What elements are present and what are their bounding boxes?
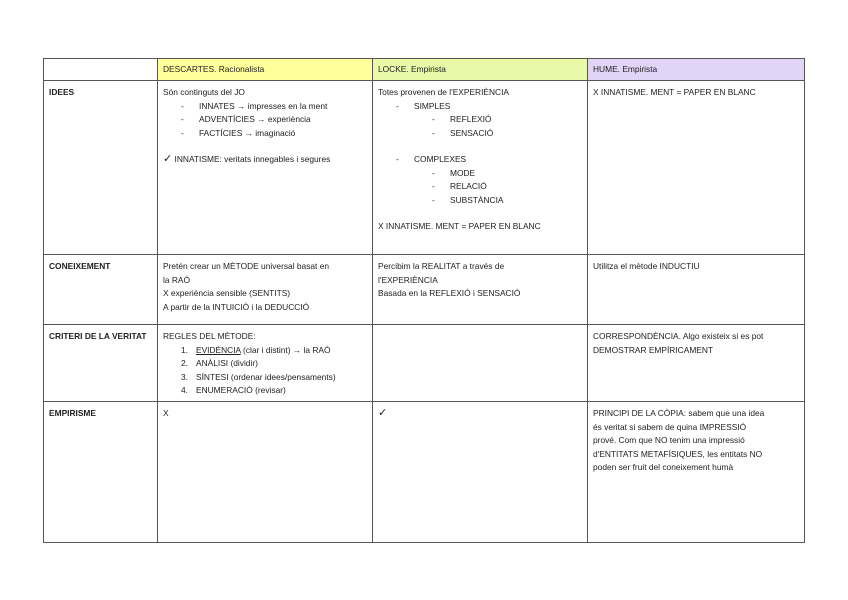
row-label-criteri: CRITERI DE LA VERITAT	[44, 325, 158, 402]
text-line: Pretén crear un MÈTODE universal basat en	[163, 261, 330, 272]
text-line: A partir de la INTUICIÓ i la DEDUCCIÓ	[163, 301, 310, 312]
list-item: - REFLEXIÓ	[432, 114, 492, 125]
list-item: - INNATES → impresses en la ment	[181, 100, 328, 111]
list-item: - ADVENTÍCIES → experiència	[181, 114, 311, 125]
list-item: - COMPLEXES	[396, 154, 467, 165]
list-item: - SIMPLES	[396, 100, 451, 111]
text-line: prové. Com que NO tenim una impressió	[593, 435, 745, 446]
text-line: és veritat si sabem de quina IMPRESSIÓ	[593, 421, 747, 432]
list-item: 2. ANÀLISI (dividir)	[181, 358, 258, 369]
text-line: Basada en la REFLEXIÓ i SENSACIÓ	[378, 288, 521, 299]
text-line: d'ENTITATS METAFÍSIQUES, les entitats NO	[593, 448, 763, 459]
cell-coneixement-locke	[373, 255, 588, 325]
list-item: 4. ENUMERACIÓ (revisar)	[181, 385, 286, 396]
cell-empirisme-descartes	[158, 402, 373, 543]
row-idees	[44, 81, 805, 255]
list-item: 1. EVIDÈNCIA (clar i distint) → la RAÓ	[181, 344, 331, 355]
cell-idees-locke	[373, 81, 588, 255]
row-label-empirisme: EMPIRISME	[44, 402, 158, 543]
list-item: - SENSACIÓ	[432, 127, 494, 138]
row-label-idees: IDEES	[44, 81, 158, 255]
list-item: 3. SÍNTESI (ordenar idees/pensaments)	[181, 371, 336, 382]
cell-idees-hume	[588, 81, 805, 255]
list-item: - FACTÍCIES → imaginació	[181, 127, 296, 138]
text-line: X experiència sensible (SENTITS)	[163, 288, 291, 299]
header-empty-cell	[44, 59, 158, 81]
idees-locke-intro: Totes provenen de l'EXPERIÈNCIA	[378, 87, 510, 98]
header-locke: LOCKE. Empirista	[373, 59, 588, 81]
list-item: - RELACIÓ	[432, 181, 487, 192]
text-line: poden ser fruit del coneixement humà	[593, 462, 734, 473]
row-criteri	[44, 325, 805, 402]
comparison-table	[43, 58, 805, 543]
criteri-intro: REGLES DEL MÈTODE:	[163, 331, 256, 342]
cell-criteri-locke	[373, 325, 588, 402]
text-line: l'EXPERIÈNCIA	[378, 274, 438, 285]
cell-coneixement-descartes	[158, 255, 373, 325]
idees-locke-footer: X INNATISME. MENT = PAPER EN BLANC	[378, 221, 541, 232]
cell-empirisme-locke	[373, 402, 588, 543]
innatisme-line: ✓ INNATISME: veritats innegables i segures	[163, 153, 331, 166]
cell-criteri-hume	[588, 325, 805, 402]
idees-descartes-intro: Són continguts del JO	[163, 87, 245, 98]
row-coneixement	[44, 255, 805, 325]
text-line: Percibim la REALITAT a través de	[378, 261, 505, 272]
text-line: la RAÓ	[163, 274, 190, 285]
header-row	[44, 59, 805, 81]
cell-coneixement-hume	[588, 255, 805, 325]
row-label-coneixement: CONEIXEMENT	[44, 255, 158, 325]
text-line: PRINCIPI DE LA CÒPIA: sabem que una idea	[593, 408, 765, 419]
check-icon: ✓	[163, 153, 173, 166]
list-item: - SUBSTÀNCIA	[432, 194, 504, 205]
text-line: CORRESPONDÈNCIA. Algo existeix si es pot	[593, 331, 764, 342]
check-icon: ✓	[378, 407, 388, 420]
cell-criteri-descartes	[158, 325, 373, 402]
cross-mark: X	[163, 408, 169, 419]
row-empirisme	[44, 402, 805, 543]
header-descartes: DESCARTES. Racionalista	[158, 59, 373, 81]
text-line: Utilitza el mètode INDUCTIU	[593, 261, 700, 272]
text-line: DEMOSTRAR EMPÍRICAMENT	[593, 344, 714, 355]
cell-empirisme-hume	[588, 402, 805, 543]
cell-idees-descartes	[158, 81, 373, 255]
header-hume: HUME. Empirista	[588, 59, 805, 81]
list-item: - MODE	[432, 167, 476, 178]
idees-hume-text: X INNATISME. MENT = PAPER EN BLANC	[593, 87, 756, 98]
